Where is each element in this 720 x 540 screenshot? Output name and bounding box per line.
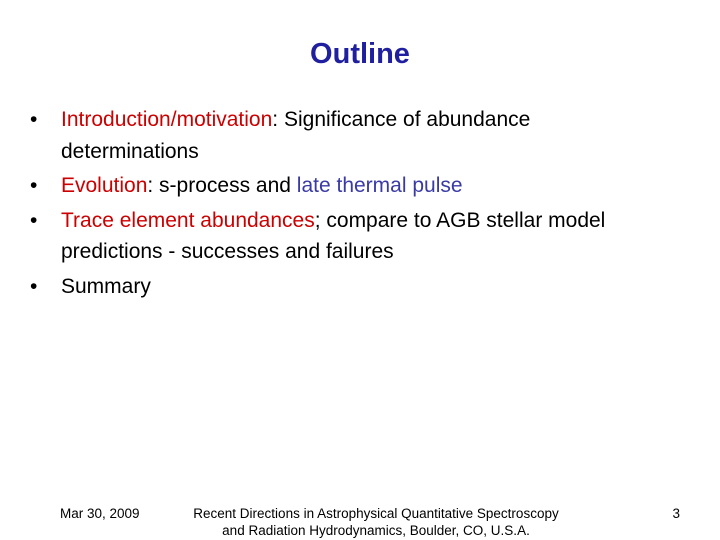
footer-event-line-2: and Radiation Hydrodynamics, Boulder, CO, U.S.A.	[222, 523, 530, 538]
bullet-item-evolution	[30, 170, 670, 202]
footer-event	[160, 505, 592, 539]
bullet-item-summary	[30, 271, 670, 303]
bullet-text-segment: :	[272, 108, 284, 131]
bullet-text-segment: late thermal pulse	[296, 174, 463, 197]
bullet-item-introduction	[30, 104, 670, 167]
bullet-text-segment: Summary	[61, 274, 151, 298]
footer-date: Mar 30, 2009	[60, 506, 140, 521]
bullet-dot: •	[30, 108, 38, 131]
bullet-text-segment: : s-process and	[147, 174, 297, 197]
footer-event-line-1: Recent Directions in Astrophysical Quantitative Spectroscopy	[193, 506, 559, 521]
bullet-text-segment: Introduction/motivation	[61, 108, 273, 131]
bullet-text-segment: Trace element abundances	[61, 208, 315, 232]
bullet-text-segment: Significance of abundance determinations	[61, 108, 531, 163]
footer-page-number: 3	[672, 506, 680, 521]
bullet-dot: •	[30, 208, 38, 232]
bullet-dot: •	[30, 174, 38, 197]
bullet-dot: •	[30, 274, 38, 298]
slide-title: Outline	[310, 38, 410, 70]
bullet-list	[30, 104, 670, 305]
bullet-text-segment: Evolution	[61, 174, 148, 197]
bullet-item-trace-elements	[30, 205, 670, 268]
bullet-text-segment: ; compare to AGB stellar model predictions - successes and failures	[61, 208, 606, 263]
